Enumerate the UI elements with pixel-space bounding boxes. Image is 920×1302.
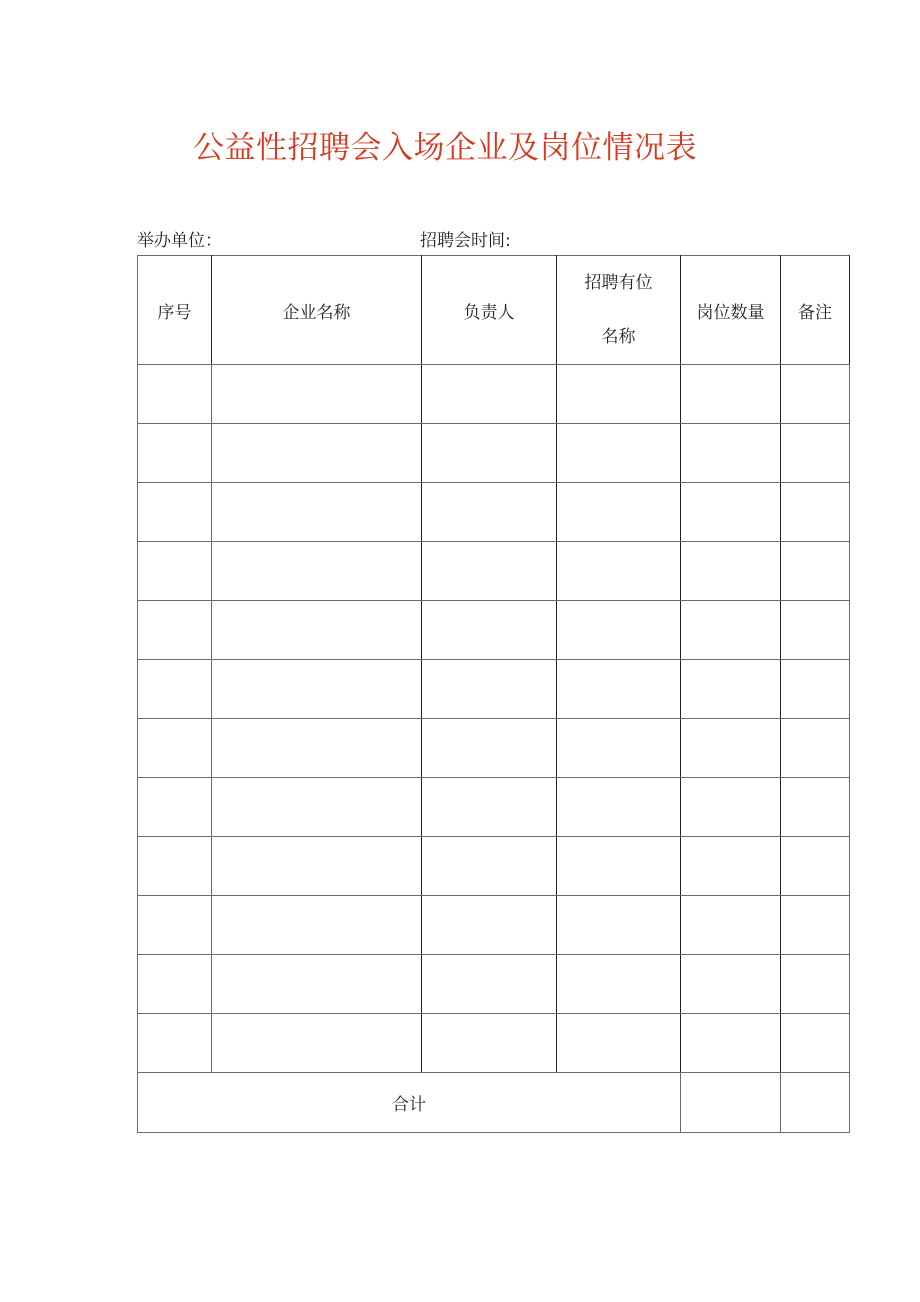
seq-cell[interactable] [138,896,212,955]
table-row [138,542,850,601]
position-count-cell[interactable] [681,660,781,719]
position-name-cell[interactable] [557,365,681,424]
table-row [138,601,850,660]
person-cell[interactable] [422,424,557,483]
remarks-cell[interactable] [781,896,850,955]
person-cell[interactable] [422,778,557,837]
remarks-cell[interactable] [781,660,850,719]
position-name-cell[interactable] [557,660,681,719]
position-count-cell[interactable] [681,837,781,896]
table-row [138,837,850,896]
position-name-cell[interactable] [557,955,681,1014]
table-row [138,955,850,1014]
table-row [138,660,850,719]
person-cell[interactable] [422,719,557,778]
position-name-cell[interactable] [557,601,681,660]
person-cell[interactable] [422,601,557,660]
table-row [138,424,850,483]
position-name-cell[interactable] [557,896,681,955]
header-company-name: 企业名称 [212,256,422,365]
person-cell[interactable] [422,660,557,719]
person-cell[interactable] [422,365,557,424]
document-title: 公益性招聘会入场企业及岗位情况表 [193,130,697,166]
seq-cell[interactable] [138,778,212,837]
person-cell[interactable] [422,837,557,896]
total-row [138,1073,850,1133]
organizer-label: 举办单位： [137,231,222,251]
fair-time-label: 招聘会时间: [420,231,511,251]
position-name-cell[interactable] [557,837,681,896]
header-position-name [557,256,681,365]
seq-cell[interactable] [138,719,212,778]
position-count-cell[interactable] [681,778,781,837]
position-name-cell[interactable] [557,424,681,483]
person-cell[interactable] [422,483,557,542]
table-row [138,778,850,837]
seq-cell[interactable] [138,601,212,660]
total-remarks-cell[interactable] [781,1073,850,1133]
company-name-cell[interactable] [212,365,422,424]
header-position-count: 岗位数量 [681,256,781,365]
person-cell[interactable] [422,955,557,1014]
position-count-cell[interactable] [681,424,781,483]
position-count-cell[interactable] [681,601,781,660]
seq-cell[interactable] [138,542,212,601]
remarks-cell[interactable] [781,542,850,601]
remarks-cell[interactable] [781,778,850,837]
table-row [138,719,850,778]
position-count-cell[interactable] [681,542,781,601]
position-name-cell[interactable] [557,483,681,542]
company-name-cell[interactable] [212,601,422,660]
table-row [138,1014,850,1073]
total-count-cell[interactable] [681,1073,781,1133]
company-name-cell[interactable] [212,778,422,837]
remarks-cell[interactable] [781,955,850,1014]
table-row [138,365,850,424]
person-cell[interactable] [422,1014,557,1073]
seq-cell[interactable] [138,483,212,542]
remarks-cell[interactable] [781,483,850,542]
table-body [138,256,850,1133]
position-name-cell[interactable] [557,778,681,837]
seq-cell[interactable] [138,365,212,424]
table-row [138,483,850,542]
company-name-cell[interactable] [212,424,422,483]
table-row [138,896,850,955]
position-count-cell[interactable] [681,955,781,1014]
seq-cell[interactable] [138,1014,212,1073]
remarks-cell[interactable] [781,365,850,424]
person-cell[interactable] [422,542,557,601]
remarks-cell[interactable] [781,837,850,896]
position-name-cell[interactable] [557,542,681,601]
position-count-cell[interactable] [681,896,781,955]
header-position-name-line2: 名称 [601,327,636,347]
position-count-cell[interactable] [681,1014,781,1073]
total-label: 合计 [138,1073,681,1133]
header-person-in-charge: 负责人 [422,256,557,365]
position-name-cell[interactable] [557,1014,681,1073]
remarks-cell[interactable] [781,601,850,660]
position-name-cell[interactable] [557,719,681,778]
seq-cell[interactable] [138,660,212,719]
table-header-row [138,256,850,365]
header-seq: 序号 [138,256,212,365]
remarks-cell[interactable] [781,719,850,778]
company-name-cell[interactable] [212,896,422,955]
company-name-cell[interactable] [212,1014,422,1073]
seq-cell[interactable] [138,837,212,896]
recruitment-table [137,255,850,1133]
remarks-cell[interactable] [781,424,850,483]
person-cell[interactable] [422,896,557,955]
company-name-cell[interactable] [212,955,422,1014]
company-name-cell[interactable] [212,542,422,601]
position-count-cell[interactable] [681,719,781,778]
seq-cell[interactable] [138,424,212,483]
remarks-cell[interactable] [781,1014,850,1073]
header-remarks: 备注 [781,256,850,365]
position-count-cell[interactable] [681,483,781,542]
position-count-cell[interactable] [681,365,781,424]
seq-cell[interactable] [138,955,212,1014]
company-name-cell[interactable] [212,837,422,896]
company-name-cell[interactable] [212,719,422,778]
company-name-cell[interactable] [212,483,422,542]
company-name-cell[interactable] [212,660,422,719]
header-position-name-line1: 招聘有位 [584,273,653,293]
